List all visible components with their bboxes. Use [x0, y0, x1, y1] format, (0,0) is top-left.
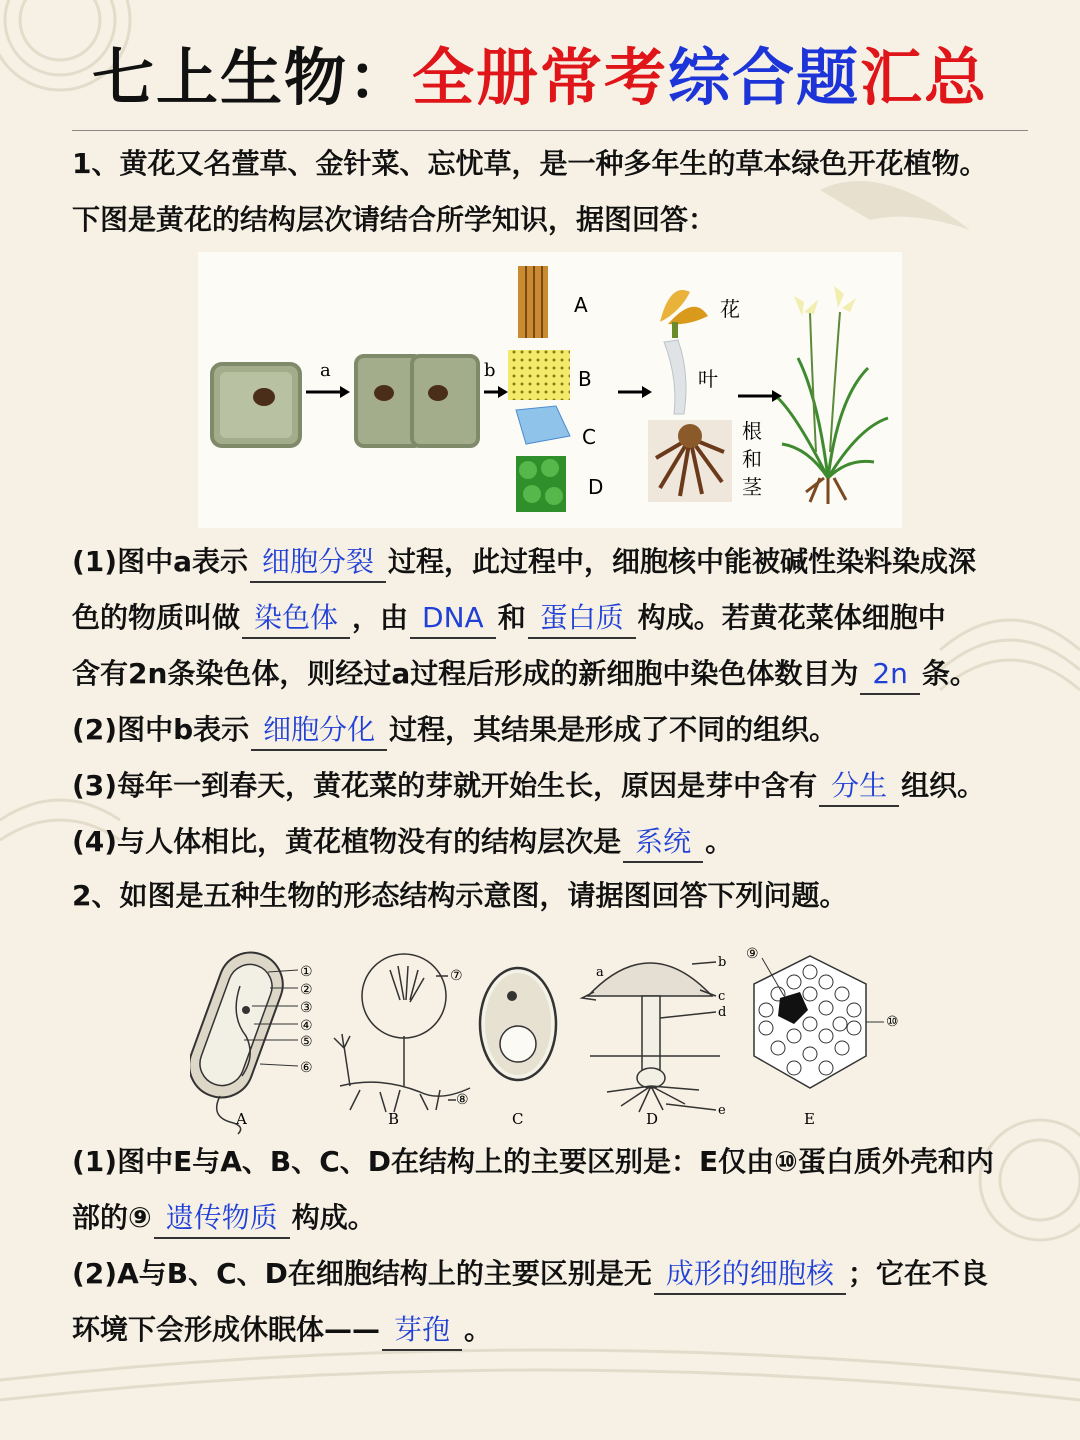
organ-leaf-image: [664, 340, 686, 414]
label-9: ⑨: [746, 946, 759, 962]
page-title: [0, 28, 1080, 128]
mushroom-d-drawing: [582, 962, 720, 1112]
label-6: ⑥: [300, 1060, 313, 1076]
q1-answer-system: 系统: [623, 823, 703, 863]
label-4: ④: [300, 1018, 313, 1034]
organ-root-label-1: 根: [742, 419, 762, 443]
daylily-structure-figure: [198, 252, 902, 528]
title-part-4: 汇总: [860, 41, 989, 114]
q2-sub1-suffix: 构成。: [291, 1201, 376, 1234]
arrow-b-label: b: [484, 360, 496, 381]
q2-answer-spore: 芽孢: [382, 1311, 462, 1351]
q1-sub3-suffix: 组织。: [901, 769, 986, 802]
title-part-2: 全册常考: [411, 41, 668, 114]
tissue-c-label: C: [582, 425, 596, 449]
q1-intro-line-2: 下图是黄花的结构层次请结合所学知识，据图回答：: [72, 203, 717, 236]
organ-root-label-2: 和: [742, 447, 762, 471]
title-part-3: 综合题: [668, 41, 861, 114]
q1-answer-protein: 蛋白质: [528, 599, 636, 639]
tissue-a-label: A: [574, 293, 588, 317]
tissue-d-label: D: [588, 475, 604, 499]
five-organisms-figure: [190, 936, 910, 1136]
q1-answer-2n: 2n: [860, 655, 920, 695]
organism-label-b: B: [388, 1110, 400, 1128]
q1-sub1-line-2: [72, 596, 1042, 640]
q1-answer-meristem: 分生: [819, 767, 899, 807]
q1-sub1-line-3: [72, 652, 1042, 696]
organism-label-c: C: [512, 1110, 524, 1128]
q2-intro-line: 2、如图是五种生物的形态结构示意图，请据图回答下列问题。: [72, 879, 848, 912]
label-10: ⑩: [886, 1014, 899, 1030]
q1-sub1-line2-mid2: 和: [497, 601, 526, 634]
organism-label-d: D: [646, 1110, 659, 1128]
q1-sub2-line: [72, 708, 1042, 752]
yeast-c-drawing: [480, 968, 556, 1080]
q2-sub2-line-2: [72, 1308, 1042, 1352]
q2-sub2-line2-prefix: 环境下会形成休眠体——: [72, 1313, 381, 1346]
q1-sub4-suffix: 。: [705, 825, 734, 858]
q2-answer-genetic-material: 遗传物质: [154, 1199, 290, 1239]
q1-sub1-line2-mid1: ，由: [352, 601, 409, 634]
q2-sub1-line-2: [72, 1196, 1042, 1240]
q2-sub2-line2-suffix: 。: [464, 1313, 493, 1346]
daylily-plant-image: [778, 312, 888, 478]
q1-sub1-line2-prefix: 色的物质叫做: [72, 601, 241, 634]
virus-e-drawing: [754, 956, 884, 1088]
daylily-plant-roots: [806, 478, 846, 504]
q1-sub4-line: [72, 820, 1042, 864]
mushroom-label-a: a: [596, 965, 604, 980]
q1-sub4-prefix: (4)与人体相比，黄花植物没有的结构层次是: [72, 825, 622, 858]
q1-sub1-line2-suffix: 构成。若黄花菜体细胞中: [637, 601, 946, 634]
q1-sub2-suffix: 过程，其结果是形成了不同的组织。: [389, 713, 838, 746]
q1-sub1-suffix: 过程，此过程中，细胞核中能被碱性染料染成深: [388, 545, 977, 578]
organ-root-label-3: 茎: [742, 475, 762, 499]
q1-answer-dna: DNA: [410, 599, 496, 639]
q1-answer-differentiation: 细胞分化: [251, 711, 387, 751]
q1-intro-line-1: 1、黄花又名萱草、金针菜、忘忧草，是一种多年生的草本绿色开花植物。: [72, 147, 988, 180]
q2-sub2-suffix: ；它在不良: [847, 1257, 988, 1290]
mushroom-label-e: e: [718, 1103, 726, 1118]
single-cell: [212, 364, 300, 446]
two-cells: [356, 356, 478, 446]
q1-sub1-answer: 细胞分裂: [250, 543, 386, 583]
organ-root-image: [648, 420, 732, 502]
q1-sub3-line: [72, 764, 1042, 808]
q1-sub1-line: [72, 540, 1042, 584]
organ-leaf-label: 叶: [698, 367, 718, 391]
tissue-a: [518, 266, 548, 338]
label-8: ⑧: [456, 1092, 469, 1108]
q1-answer-chromosome: 染色体: [242, 599, 350, 639]
q2-sub2-line-1: [72, 1252, 1042, 1296]
title-divider: [72, 130, 1028, 131]
organism-label-e: E: [804, 1110, 815, 1128]
label-2: ②: [300, 982, 313, 998]
tissue-c: [516, 406, 570, 444]
q1-sub1-line3-suffix: 条。: [921, 657, 978, 690]
organ-flower-label: 花: [720, 297, 740, 321]
q1-sub3-prefix: (3)每年一到春天，黄花菜的芽就开始生长，原因是芽中含有: [72, 769, 818, 802]
label-3: ③: [300, 1000, 313, 1016]
mushroom-label-c: c: [718, 989, 726, 1004]
title-part-1: 七上生物：: [91, 41, 412, 114]
arrow-a-label: a: [320, 360, 331, 381]
tissue-b-label: B: [578, 367, 592, 391]
label-7: ⑦: [450, 968, 463, 984]
daylily-plant-flowers: [794, 286, 856, 316]
q1-sub2-prefix: (2)图中b表示: [72, 713, 250, 746]
q1-sub1-prefix: (1)图中a表示: [72, 545, 248, 578]
mushroom-label-b: b: [718, 955, 727, 970]
organ-flower-image: [660, 290, 708, 338]
organism-label-a: A: [236, 1110, 247, 1128]
mushroom-label-d: d: [718, 1005, 727, 1020]
q2-answer-nucleus: 成形的细胞核: [654, 1255, 846, 1295]
label-5: ⑤: [300, 1034, 313, 1050]
tissue-b: [508, 350, 570, 400]
label-1: ①: [300, 964, 313, 980]
bacterium-a-drawing: [190, 944, 313, 1134]
tissue-d: [516, 456, 566, 512]
q2-sub1-line-1: (1)图中E与A、B、C、D在结构上的主要区别是：E仅由⑩蛋白质外壳和内: [72, 1145, 994, 1178]
q1-sub1-line3-prefix: 含有2n条染色体，则经过a过程后形成的新细胞中染色体数目为: [72, 657, 859, 690]
q2-sub2-prefix: (2)A与B、C、D在细胞结构上的主要区别是无: [72, 1257, 652, 1290]
q2-sub1-prefix: 部的⑨: [72, 1201, 152, 1234]
